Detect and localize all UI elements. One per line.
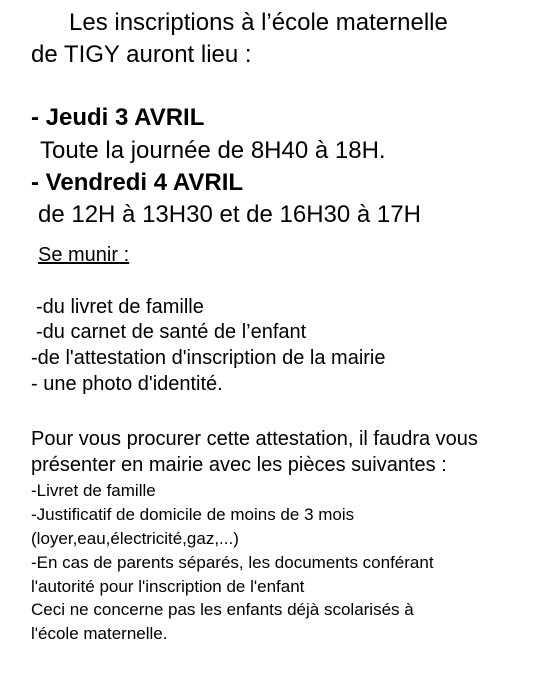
date-thursday-heading: - Jeudi 3 AVRIL bbox=[31, 104, 205, 131]
date-thursday-hours: Toute la journée de 8H40 à 18H. bbox=[40, 137, 386, 164]
date-friday-hours: de 12H à 13H30 et de 16H30 à 17H bbox=[38, 201, 421, 228]
doc-justificatif: -Justificatif de domicile de moins de 3 mois bbox=[31, 505, 355, 524]
doc-livret: -Livret de famille bbox=[31, 481, 156, 500]
bring-item-photo: - une photo d'identité. bbox=[31, 373, 223, 395]
date-friday-heading: - Vendredi 4 AVRIL bbox=[31, 169, 244, 196]
title-line-1: Les inscriptions à l’école maternelle bbox=[69, 9, 448, 36]
bring-item-livret: -du livret de famille bbox=[36, 296, 204, 318]
note-ecole-maternelle: l'école maternelle. bbox=[31, 624, 168, 643]
attestation-intro-line-2: présenter en mairie avec les pièces suivantes : bbox=[31, 454, 447, 476]
title-line-2: de TIGY auront lieu : bbox=[31, 41, 252, 68]
bring-label: Se munir : bbox=[38, 244, 130, 266]
attestation-intro-line-1: Pour vous procurer cette attestation, il faudra vous bbox=[31, 428, 478, 450]
doc-parents-separes: -En cas de parents séparés, les documents conférant bbox=[31, 553, 434, 572]
doc-autorite: l'autorité pour l'inscription de l'enfant bbox=[31, 577, 305, 596]
note-deja-scolarises: Ceci ne concerne pas les enfants déjà scolarisés à bbox=[31, 600, 414, 619]
bring-item-attestation: -de l'attestation d'inscription de la mairie bbox=[31, 347, 386, 369]
doc-justificatif-examples: (loyer,eau,électricité,gaz,...) bbox=[31, 529, 239, 548]
bring-item-carnet: -du carnet de santé de l’enfant bbox=[36, 321, 307, 343]
